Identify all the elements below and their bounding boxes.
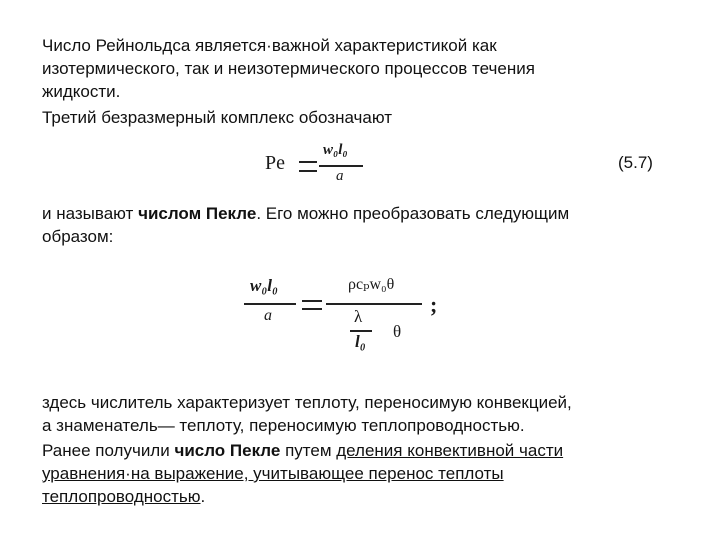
formula-numerator: w₀l₀ [323,142,348,158]
paragraph-third-complex [42,106,692,129]
formula-terminator: ; [430,292,438,317]
text-span: . [200,487,206,506]
paragraph-earlier [42,439,692,508]
paragraph-peclet-name [42,202,692,248]
text-line [42,485,692,508]
underlined-text: деления конвективной части [336,441,564,460]
formula-lhs: Pe [265,152,285,174]
text-span: Ранее получили [42,441,175,460]
text-span: . Его можно преобразовать следующим [256,204,570,223]
text-line: изотермического, так и неизотермического процессов течения [42,59,535,78]
formula-theta: θ [393,322,402,341]
formula-left-numerator: w₀l₀ [250,276,278,295]
formula-right-numerator: ρcₚw₀θ [348,276,395,293]
text-line: Третий безразмерный комплекс обозначают [42,108,393,127]
equals-sign [299,161,317,172]
formula-peclet-transform [244,272,444,362]
bold-term: числом Пекле [138,204,257,223]
text-span: и называют [42,204,139,223]
underlined-text: теплопроводностью [42,487,201,506]
text-line [42,462,692,485]
text-line: Число Рейнольдса является·важной характеристикой как [42,36,497,55]
paragraph-explanation [42,391,692,437]
formula-length: l₀ [355,332,366,351]
fraction-bar [244,303,296,305]
text-line [42,202,692,225]
formula-denominator: a [336,168,344,184]
fraction-bar [319,165,363,167]
formula-peclet-definition [265,142,385,192]
paragraph-reynolds [42,34,692,103]
formula-left-denominator: a [264,307,272,324]
text-span: путем [280,441,337,460]
text-line: образом: [42,227,114,246]
text-line: а знаменатель— теплоту, переносимую теплопроводностью. [42,416,525,435]
bold-term: число Пекле [174,441,281,460]
fraction-bar [326,303,422,305]
equals-sign [302,300,322,310]
text-line: здесь числитель характеризует теплоту, переносимую конвекцией, [42,393,572,412]
equation-number: (5.7) [618,153,653,172]
text-line: жидкости. [42,82,121,101]
underlined-text: уравнения·на выражение, учитывающее перенос теплоты [42,464,504,483]
text-line [42,439,692,462]
formula-lambda: λ [354,307,363,326]
